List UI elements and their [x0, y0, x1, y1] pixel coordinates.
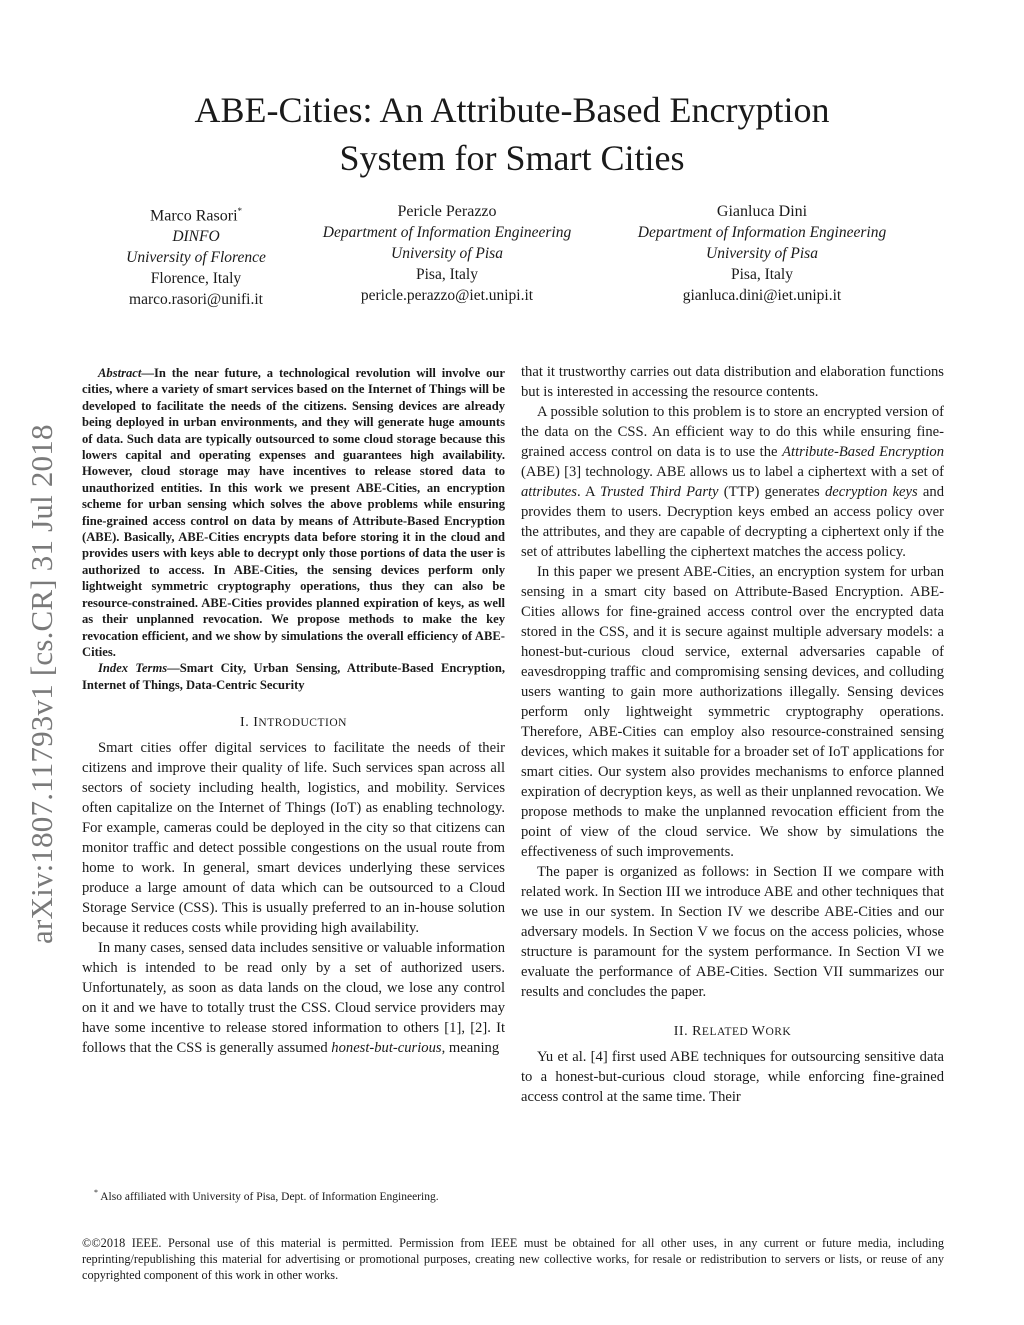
- section-heading-related-work: II. RELATED WORK: [673, 1024, 792, 1039]
- author-name: Pericle Perazzo: [397, 203, 497, 220]
- paper-title: [0, 86, 1024, 182]
- author-city: Florence, Italy: [150, 270, 242, 288]
- index-terms-text: Smart City, Urban Sensing, Attribute-Based Encryption, Internet of Things, Data-Centric Security: [82, 661, 505, 692]
- footnote-mark: *: [94, 1188, 98, 1197]
- related-work-paragraph-1: Yu et al. [4] first used ABE techniques for outsourcing sensitive data to a honest-but-curious cloud storage, while enforcing fine-grained access control at the same time. Their: [521, 1049, 944, 1105]
- author-footnote-mark: *: [237, 206, 243, 216]
- author-block-dini: [612, 201, 912, 306]
- intro-paragraph-2: In many cases, sensed data includes sensitive or valuable information which is intended to be read only by a set of authorized users. Unfortunately, as soon as data lands on the cloud, we lose any control on it and we have to totally trust the CSS. Cloud service providers may have some incentive to release stored information to others [1], [2]. It follows that the CSS is generally assumed honest-but-curious, meaning: [82, 940, 505, 1057]
- abstract-text: In the near future, a technological revolution will involve our cities, where a variety of smart services based on the Internet of Things will be developed to facilitate the needs of the citizens. Sensing devices are already being deployed in urban environments, and they will generate huge amounts of data. Such data are typically outsourced to some cloud storage because this lowers capital and operating expenses and guarantees high availability. However, cloud storage may have incentives to release stored data to unauthorized entities. In this work we present ABE-Cities, an encryption scheme for urban sensing which solves the above problems while ensuring fine-grained access control on data by means of Attribute-Based Encryption (ABE). Basically, ABE-Cities encrypts data before storing it in the cloud and provides users with keys able to decrypt only those portions of data the user is authorized to access. In ABE-Cities, the sensing devices perform only lightweight symmetric cryptography operations, thus they can also be resource-constrained. ABE-Cities provides planned expiration of keys, as well as their unplanned revocation. We propose methods to make the key revocation efficient, and we show by simulations the overall efficiency of ABE-Cities.: [82, 366, 505, 659]
- title-line-1: ABE-Cities: An Attribute-Based Encryption: [194, 90, 830, 130]
- author-email: marco.rasori@unifi.it: [129, 291, 263, 309]
- index-terms-label: Index Terms: [98, 661, 168, 676]
- author-dept: Department of Information Engineering: [637, 224, 887, 241]
- author-university: University of Florence: [126, 249, 266, 267]
- left-column: [82, 362, 505, 1058]
- author-dept: DINFO: [172, 228, 220, 246]
- intro-paragraph-3: A possible solution to this problem is to store an encrypted version of the data on the CSS. An efficient way to do this while ensuring fine-grained access control on data is to use the Attribute-Based Encryption (ABE) [3] technology. ABE allows us to label a ciphertext with a set of attributes. A Trusted Third Party (TTP) generates decryption keys and provides them to users. Decryption keys embed an access policy over the attributes, and they are capable of decrypting a ciphertext only if the set of attributes labelling the ciphertext matches the access policy.: [521, 404, 944, 560]
- right-column: [521, 362, 944, 1107]
- footnote-text: Also affiliated with University of Pisa, Dept. of Information Engineering.: [100, 1190, 439, 1203]
- arxiv-watermark: arXiv:1807.11793v1 [cs.CR] 31 Jul 2018: [24, 424, 59, 944]
- author-name: Marco Rasori*: [149, 206, 243, 225]
- section-heading-introduction: I. INTRODUCTION: [240, 715, 347, 731]
- intro-paragraph-5: The paper is organized as follows: in Section II we compare with related work. In Section III we introduce ABE and other techniques that we use in our system. In Section IV we describe ABE-Cities and our adversary models. In Section V we focus on the access policies, whose structure is paramount for the system performance. In Section VI we evaluate the performance of ABE-Cities. Section VII summarizes our results and concludes the paper.: [521, 864, 944, 1000]
- intro-paragraph-4: In this paper we present ABE-Cities, an encryption system for urban sensing in a smart city based on Attribute-Based Encryption. ABE-Cities allows for fine-grained access control over the encrypted data stored in the CSS, and it is secure against multiple adversary models: a honest-but-curious cloud service, external adversaries capable of eavesdropping traffic and compromising sensing devices, and colluding users wanting to gain more authorizations illegally. Sensing devices perform only lightweight symmetric cryptography operations. Therefore, ABE-Cities can employ also resource-constrained sensing devices, which makes it suitable for a broader set of IoT applications for smart cities. Our system also provides mechanisms to enforce planned expiration of decryption keys, as well as their unplanned revocation. We propose methods to make the unplanned revocation efficient from the point of view of the cloud service. We show by simulations the effectiveness of such improvements.: [521, 564, 944, 860]
- author-dept: Department of Information Engineering: [322, 224, 572, 241]
- author-footnote: [82, 1185, 505, 1205]
- author-email: gianluca.dini@iet.unipi.it: [682, 287, 842, 304]
- intro-paragraph-1: Smart cities offer digital services to facilitate the needs of their citizens and improve their quality of life. Such services span across all sectors of society including health, logistics, and mobility. Services often capitalize on the Internet of Things (IoT) as enabling technology. For example, cameras could be deployed in the city so that citizens can monitor traffic and detect possible congestions on the usual route from home to work. In general, smart devices underlying these services produce a large amount of data which can be outsourced to a Cloud Storage Service (CSS). This is usually preferred to an in-house solution because it reduces costs while providing high availability.: [82, 740, 505, 937]
- author-block-perazzo: [297, 201, 597, 306]
- copyright-notice: ©©2018 IEEE. Personal use of this material is permitted. Permission from IEEE must be obtained for all other uses, in any current or future media, including reprinting/republishing this material for advertising or promotional purposes, creating new collective works, for resale or redistribution to servers or lists, or reuse of any copyrighted component of this work in other works.: [82, 1236, 944, 1282]
- intro-paragraph-continued: that it trustworthy carries out data distribution and elaboration functions but is interested in accessing the resource contents.: [521, 364, 944, 400]
- author-name: Gianluca Dini: [716, 203, 808, 220]
- author-university: University of Pisa: [706, 245, 818, 262]
- abstract: Abstract—In the near future, a technological revolution will involve our cities, where a variety of smart services based on the Internet of Things will be developed to facilitate the needs of the citizens. Sensing devices are already being deployed in urban environments, and they will generate huge amounts of data. Such data are typically outsourced to some cloud storage because this lowers capital and operating expenses and guarantees high availability. However, cloud storage may have incentives to release stored data to unauthorized entities. In this work we present ABE-Cities, an encryption scheme for urban sensing which solves the above problems while ensuring fine-grained access control on data by means of Attribute-Based Encryption (ABE). Basically, ABE-Cities encrypts data before storing it in the cloud and provides users with keys able to decrypt only those portions of data the user is authorized to access. In ABE-Cities, the sensing devices perform only lightweight symmetric cryptography operations, thus they can also be resource-constrained. ABE-Cities provides planned expiration of keys, as well as their unplanned revocation. We propose methods to make the key revocation efficient, and we show by simulations the overall efficiency of ABE-Cities.: [82, 366, 505, 659]
- index-terms: Index Terms—Smart City, Urban Sensing, Attribute-Based Encryption, Internet of Things, Data-Centric Security: [82, 661, 505, 692]
- abstract-label: Abstract: [98, 366, 142, 380]
- title-line-2: System for Smart Cities: [339, 138, 685, 178]
- author-city: Pisa, Italy: [416, 266, 478, 283]
- author-university: University of Pisa: [391, 245, 503, 262]
- author-city: Pisa, Italy: [731, 266, 793, 283]
- author-email: pericle.perazzo@iet.unipi.it: [360, 287, 534, 304]
